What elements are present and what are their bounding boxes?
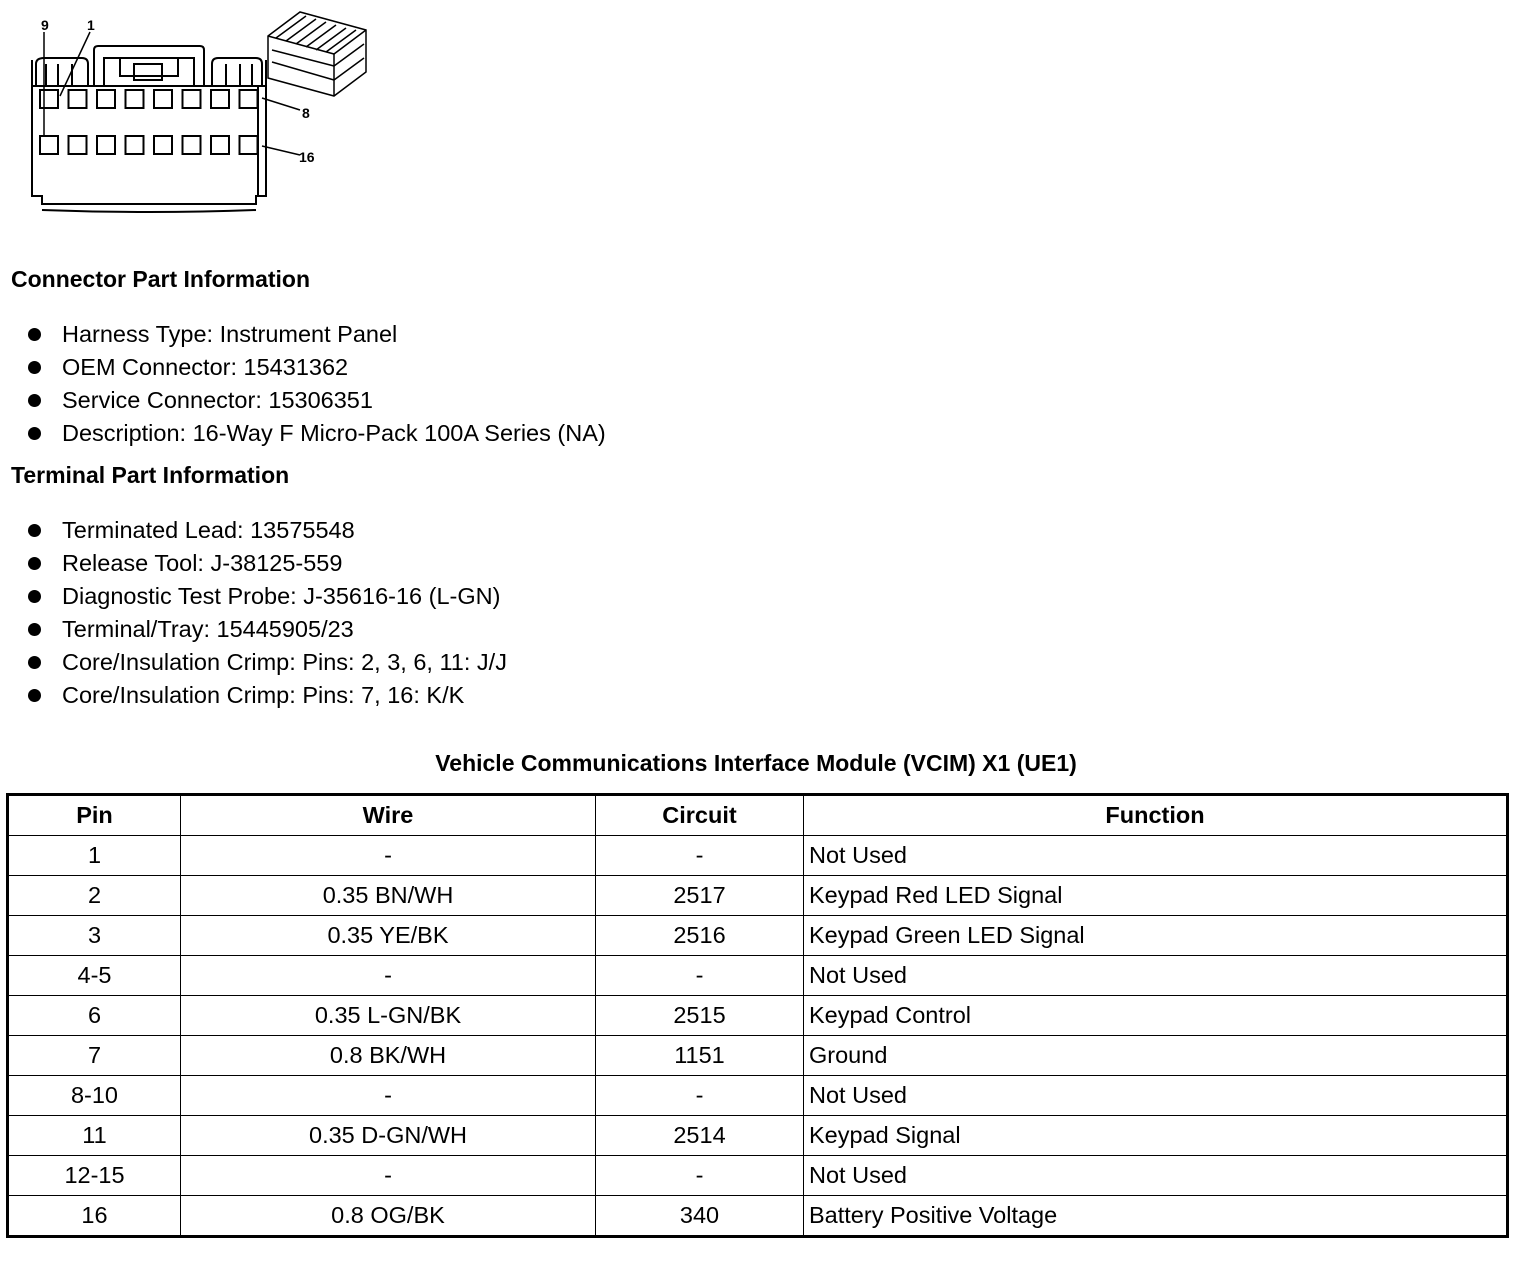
table-row [8, 1076, 1508, 1116]
bullet-icon [28, 394, 41, 407]
cell-wire: - [181, 1076, 596, 1116]
bullet-icon [28, 328, 41, 341]
cell-function: Not Used [804, 836, 1508, 876]
pin-cavity [211, 90, 229, 108]
cell-wire: 0.35 L-GN/BK [181, 996, 596, 1036]
bullet-icon [28, 590, 41, 603]
cell-circuit: - [596, 1156, 804, 1196]
list-item-text: Core/Insulation Crimp: Pins: 2, 3, 6, 11: J/J [62, 649, 507, 675]
list-item [28, 318, 606, 351]
cell-function: Not Used [804, 1156, 1508, 1196]
cell-circuit: 2515 [596, 996, 804, 1036]
cell-wire: - [181, 836, 596, 876]
cell-pin: 11 [8, 1116, 181, 1156]
table-row [8, 1116, 1508, 1156]
pin-cavity [40, 136, 58, 154]
header-pin: Pin [8, 795, 181, 836]
list-item-text: Terminal/Tray: 15445905/23 [62, 616, 354, 642]
bullet-icon [28, 361, 41, 374]
pin-label-8: 8 [302, 105, 310, 121]
list-item-text: Terminated Lead: 13575548 [62, 517, 355, 543]
cell-wire: 0.35 YE/BK [181, 916, 596, 956]
cell-pin: 16 [8, 1196, 181, 1237]
pin-cavity [240, 90, 258, 108]
cell-wire: 0.35 D-GN/WH [181, 1116, 596, 1156]
cell-pin: 6 [8, 996, 181, 1036]
pin-cavity [69, 90, 87, 108]
cell-pin: 1 [8, 836, 181, 876]
pin-cavity [69, 136, 87, 154]
table-row [8, 836, 1508, 876]
cell-function: Keypad Green LED Signal [804, 916, 1508, 956]
cell-circuit: - [596, 836, 804, 876]
list-item-text: OEM Connector: 15431362 [62, 354, 349, 380]
table-row [8, 1036, 1508, 1076]
bullet-icon [28, 623, 41, 636]
cell-function: Battery Positive Voltage [804, 1196, 1508, 1237]
bullet-icon [28, 524, 41, 537]
table-row [8, 1156, 1508, 1196]
pin-cavity [154, 90, 172, 108]
pin-cavity [240, 136, 258, 154]
pin-label-16: 16 [299, 149, 315, 165]
cell-pin: 2 [8, 876, 181, 916]
table-row [8, 956, 1508, 996]
pin-cavity [211, 136, 229, 154]
list-item [28, 646, 507, 679]
cell-circuit: - [596, 1076, 804, 1116]
pin-cavity [97, 136, 115, 154]
cell-pin: 12-15 [8, 1156, 181, 1196]
list-item-text: Description: 16-Way F Micro-Pack 100A Series (NA) [62, 420, 606, 446]
cell-wire: 0.8 BK/WH [181, 1036, 596, 1076]
table-header-row [8, 795, 1508, 836]
pin-cavity [126, 136, 144, 154]
table-row [8, 876, 1508, 916]
cell-circuit: 2516 [596, 916, 804, 956]
list-item [28, 580, 507, 613]
pin-cavity [126, 90, 144, 108]
list-item [28, 679, 507, 712]
cell-wire: - [181, 1156, 596, 1196]
table-row [8, 996, 1508, 1036]
list-item-text: Release Tool: J-38125-559 [62, 550, 343, 576]
list-item [28, 613, 507, 646]
terminal-part-heading: Terminal Part Information [11, 462, 290, 488]
bullet-icon [28, 656, 41, 669]
pin-cavity [97, 90, 115, 108]
cell-pin: 3 [8, 916, 181, 956]
pin-cavity [40, 90, 58, 108]
cell-function: Not Used [804, 1076, 1508, 1116]
list-item [28, 514, 507, 547]
pinout-table [6, 793, 1509, 1238]
table-title: Vehicle Communications Interface Module (VCIM) X1 (UE1) [435, 750, 1077, 776]
cell-pin: 4-5 [8, 956, 181, 996]
table-row [8, 1196, 1508, 1237]
list-item-text: Harness Type: Instrument Panel [62, 321, 398, 347]
cell-function: Keypad Signal [804, 1116, 1508, 1156]
connector-body [32, 46, 266, 212]
connector-part-list [28, 318, 606, 450]
cell-function: Keypad Control [804, 996, 1508, 1036]
cell-circuit: - [596, 956, 804, 996]
header-circuit: Circuit [596, 795, 804, 836]
cell-function: Not Used [804, 956, 1508, 996]
bullet-icon [28, 689, 41, 702]
cell-function: Keypad Red LED Signal [804, 876, 1508, 916]
cell-wire: 0.35 BN/WH [181, 876, 596, 916]
list-item [28, 417, 606, 450]
table-row [8, 916, 1508, 956]
cell-pin: 8-10 [8, 1076, 181, 1116]
header-function: Function [804, 795, 1508, 836]
connector-thumbnail [268, 12, 366, 96]
terminal-part-list [28, 514, 507, 712]
cell-wire: - [181, 956, 596, 996]
list-item [28, 384, 606, 417]
bullet-icon [28, 557, 41, 570]
bullet-icon [28, 427, 41, 440]
header-wire: Wire [181, 795, 596, 836]
pin-cavity [183, 90, 201, 108]
cell-circuit: 2514 [596, 1116, 804, 1156]
cell-circuit: 2517 [596, 876, 804, 916]
connector-diagram [0, 0, 380, 225]
cell-circuit: 1151 [596, 1036, 804, 1076]
pin-label-1: 1 [87, 17, 95, 33]
connector-part-heading: Connector Part Information [11, 266, 311, 292]
cell-wire: 0.8 OG/BK [181, 1196, 596, 1237]
pin-label-9: 9 [41, 17, 49, 33]
pin-cavity [183, 136, 201, 154]
list-item [28, 351, 606, 384]
list-item-text: Core/Insulation Crimp: Pins: 7, 16: K/K [62, 682, 465, 708]
list-item [28, 547, 507, 580]
pin-cavity [154, 136, 172, 154]
list-item-text: Service Connector: 15306351 [62, 387, 373, 413]
cell-circuit: 340 [596, 1196, 804, 1237]
list-item-text: Diagnostic Test Probe: J-35616-16 (L-GN) [62, 583, 501, 609]
cell-pin: 7 [8, 1036, 181, 1076]
cell-function: Ground [804, 1036, 1508, 1076]
